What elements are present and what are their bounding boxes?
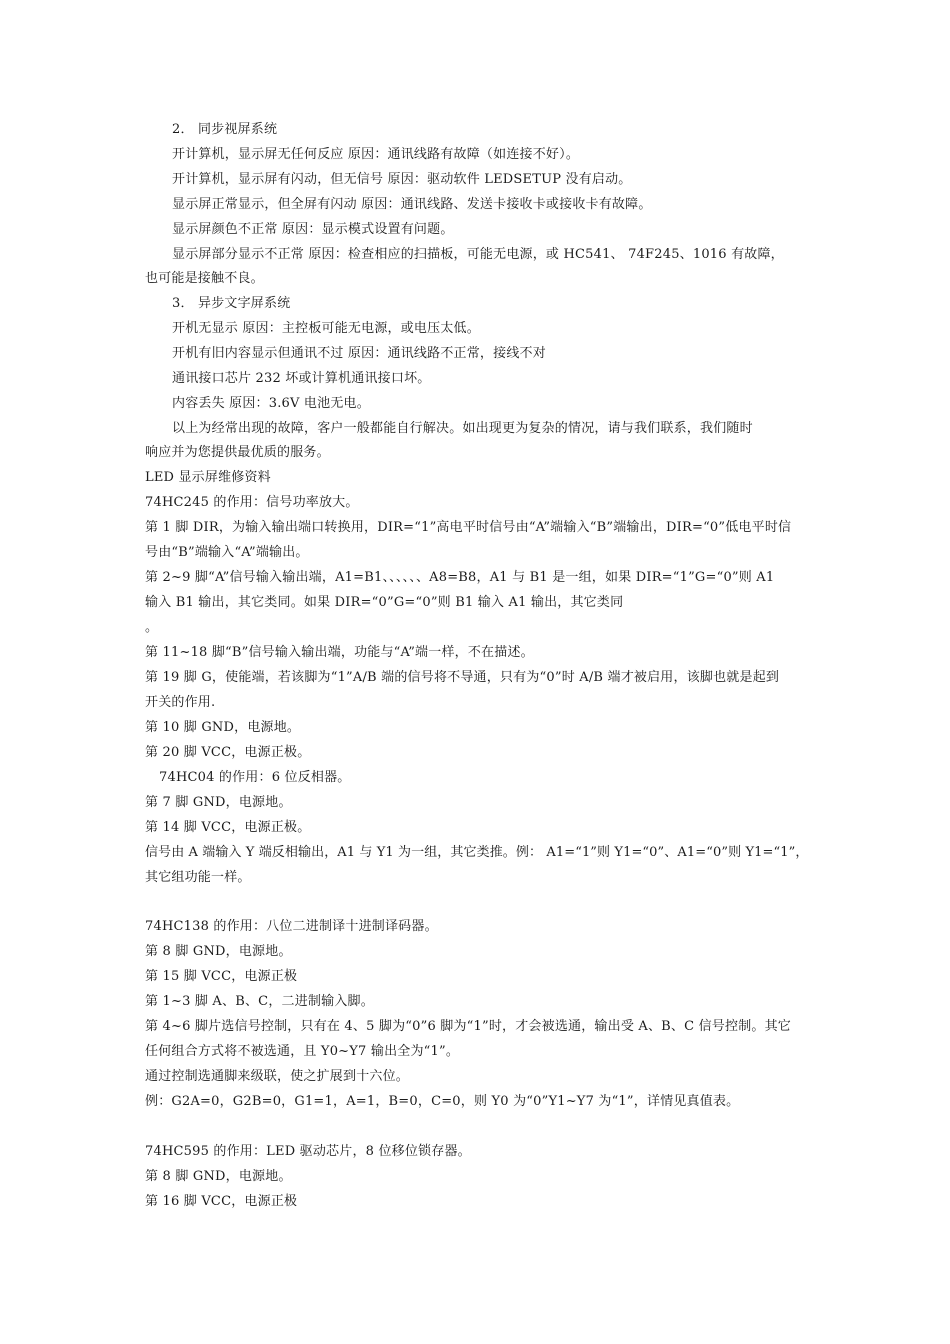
text-line: 输入 B1 输出，其它类同。如果 DIR=“0”G=“0”则 B1 输入 A1 输出，其它类同: [145, 595, 624, 610]
text-line: 以上为经常出现的故障，客户一般都能自行解决。如出现更为复杂的情况，请与我们联系，我们随时: [172, 421, 753, 436]
chip-heading-74hc245: 74HC245 的作用：信号功率放大。: [145, 495, 359, 510]
text-line: 也可能是接触不良。: [145, 271, 264, 286]
text-line: 通过控制选通脚来级联，使之扩展到十六位。: [145, 1069, 410, 1084]
text-line: 开计算机，显示屏无任何反应 原因：通讯线路有故障（如连接不好）。: [172, 147, 580, 162]
text-line: 其它组功能一样。: [145, 870, 251, 885]
text-line: 开机有旧内容显示但通讯不过 原因：通讯线路不正常，接线不对: [172, 346, 546, 361]
text-line: 信号由 A 端输入 Y 端反相输出，A1 与 Y1 为一组，其它类推。例： A1=“1”则 Y1=“0”、A1=“0”则 Y1=“1”，: [145, 845, 809, 860]
text-line: 第 19 脚 G，使能端，若该脚为“1”A/B 端的信号将不导通，只有为“0”时 A/B 端才被启用，该脚也就是起到: [145, 670, 780, 685]
text-line: 第 8 脚 GND，电源地。: [145, 1169, 292, 1184]
chip-heading-74hc04: 74HC04 的作用：6 位反相器。: [159, 770, 351, 785]
text-line: 例：G2A=0，G2B=0，G1=1，A=1，B=0，C=0，则 Y0 为“0”Y1~Y7 为“1”，详情见真值表。: [145, 1094, 740, 1109]
section-heading-led-repair: LED 显示屏维修资料: [145, 470, 271, 485]
text-line: 通讯接口芯片 232 坏或计算机通讯接口坏。: [172, 371, 431, 386]
text-line: 第 1 脚 DIR，为输入输出端口转换用，DIR=“1”高电平时信号由“A”端输入“B”端输出，DIR=“0”低电平时信: [145, 520, 792, 535]
section-heading-async-text: 3． 异步文字屏系统: [172, 296, 291, 311]
text-line: 第 20 脚 VCC，电源正极。: [145, 745, 311, 760]
text-line: 第 8 脚 GND，电源地。: [145, 944, 292, 959]
text-line: 第 16 脚 VCC，电源正极: [145, 1194, 298, 1209]
text-line: 第 10 脚 GND，电源地。: [145, 720, 301, 735]
text-line: 。: [145, 620, 159, 635]
text-line: 开计算机，显示屏有闪动，但无信号 原因：驱动软件 LEDSETUP 没有启动。: [172, 172, 632, 187]
text-line: 第 7 脚 GND，电源地。: [145, 795, 292, 810]
text-line: 内容丢失 原因：3.6V 电池无电。: [172, 396, 370, 411]
text-line: 开关的作用.: [145, 695, 216, 710]
text-line: 任何组合方式将不被选通，且 Y0~Y7 输出全为“1”。: [145, 1044, 460, 1059]
section-heading-sync-video: 2． 同步视屏系统: [172, 122, 278, 137]
text-line: 显示屏颜色不正常 原因：显示模式设置有问题。: [172, 222, 454, 237]
text-line: 第 4~6 脚片选信号控制，只有在 4、5 脚为“0”6 脚为“1”时，才会被选通，输出受 A、B、C 信号控制。其它: [145, 1019, 791, 1034]
text-line: 开机无显示 原因：主控板可能无电源，或电压太低。: [172, 321, 480, 336]
text-line: 第 11~18 脚“B”信号输入输出端，功能与“A”端一样，不在描述。: [145, 645, 534, 660]
text-line: 第 14 脚 VCC，电源正极。: [145, 820, 311, 835]
text-line: 第 1~3 脚 A、B、C，二进制输入脚。: [145, 994, 374, 1009]
text-line: 第 15 脚 VCC，电源正极: [145, 969, 298, 984]
text-line: 第 2~9 脚“A”信号输入输出端，A1=B1、、、、、、A8=B8，A1 与 B1 是一组，如果 DIR=“1”G=“0”则 A1: [145, 570, 775, 585]
text-line: 显示屏部分显示不正常 原因：检查相应的扫描板，可能无电源，或 HC541、 74F245、1016 有故障，: [172, 247, 784, 262]
text-line: 号由“B”端输入“A”端输出。: [145, 545, 309, 560]
chip-heading-74hc138: 74HC138 的作用：八位二进制译十进制译码器。: [145, 919, 438, 934]
chip-heading-74hc595: 74HC595 的作用：LED 驱动芯片，8 位移位锁存器。: [145, 1144, 471, 1159]
text-line: 响应并为您提供最优质的服务。: [145, 445, 330, 460]
text-line: 显示屏正常显示，但全屏有闪动 原因：通讯线路、发送卡接收卡或接收卡有故障。: [172, 197, 652, 212]
